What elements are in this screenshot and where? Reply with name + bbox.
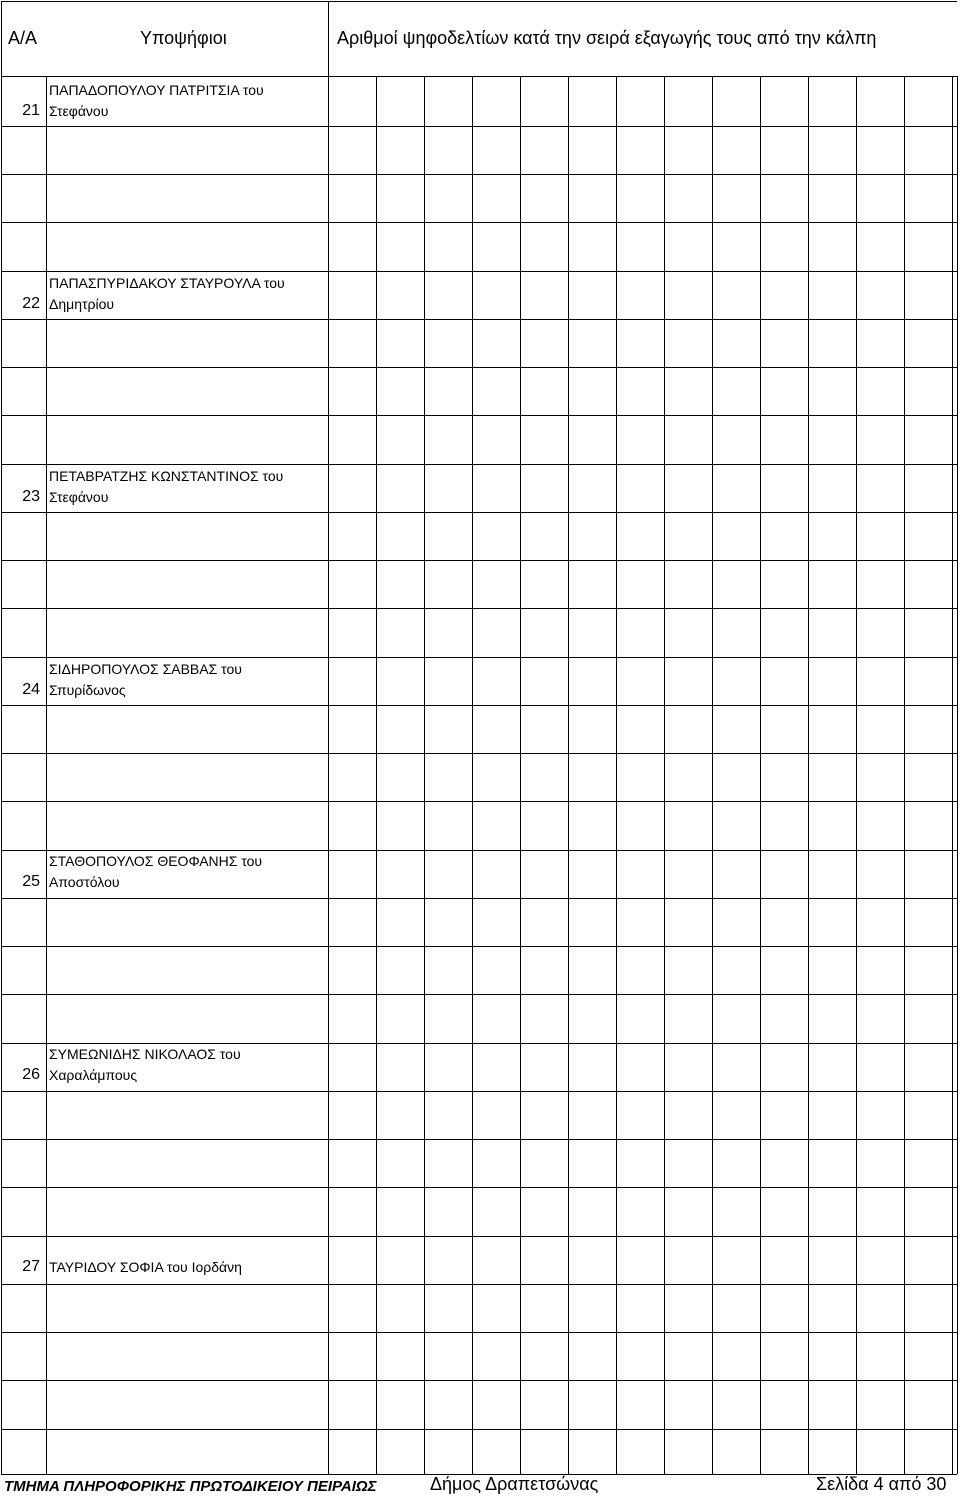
grid-column-line [376, 76, 377, 1474]
grid-column-line [472, 76, 473, 1474]
grid-column-line [957, 76, 958, 1474]
grid-row-line [1, 319, 957, 320]
grid-row-line [1, 801, 957, 802]
grid-column-line [664, 76, 665, 1474]
grid-row-line [1, 1380, 957, 1381]
candidate-name-line2: Αποστόλου [49, 874, 120, 890]
candidate-number: 23 [22, 488, 40, 505]
candidate-number: 26 [22, 1066, 40, 1083]
candidate-name-line1: ΠΕΤΑΒΡΑΤΖΗΣ ΚΩΝΣΤΑΝΤΙΝΟΣ του [49, 468, 284, 484]
candidate-name-line1: ΣΙΔΗΡΟΠΟΥΛΟΣ ΣΑΒΒΑΣ του [49, 661, 242, 677]
candidate-name-line2: Στεφάνου [49, 489, 109, 505]
candidate-name [49, 273, 349, 315]
grid-row-line [1, 222, 957, 223]
grid-row-line [1, 1236, 957, 1237]
candidate-name-line2: Σπυρίδωνος [49, 682, 126, 698]
grid-column-line [424, 76, 425, 1474]
grid-row-line [1, 174, 957, 175]
grid-row-line [1, 512, 957, 513]
candidate-name-line2: Δημητρίου [49, 296, 115, 312]
grid-row-line [1, 1429, 957, 1430]
candidate-name [49, 466, 349, 508]
candidate-name-line1: ΠΑΠΑΔΟΠΟΥΛΟΥ ΠΑΤΡΙΤΣΙΑ του [49, 82, 264, 98]
grid-column-line [1, 1, 2, 1474]
candidate-name [49, 1044, 349, 1086]
grid-column-line [952, 76, 953, 1474]
grid-row-line [1, 753, 957, 754]
grid-row-line [1, 994, 957, 995]
grid-column-line [712, 76, 713, 1474]
grid-row-line [1, 1, 957, 2]
grid-column-line [46, 76, 47, 1474]
candidate-name-line1: ΤΑΥΡΙΔΟΥ ΣΟΦΙΑ του Ιορδάνη [49, 1259, 242, 1275]
grid-row-line [1, 415, 957, 416]
grid-row-line [1, 1284, 957, 1285]
footer-page-number: Σελίδα 4 από 30 [816, 1474, 947, 1494]
grid-row-line [1, 1139, 957, 1140]
grid-row-line [1, 898, 957, 899]
grid-row-line [1, 946, 957, 947]
candidate-number: 22 [22, 295, 40, 312]
grid-row-line [1, 1332, 957, 1333]
grid-row-line [1, 705, 957, 706]
grid-column-line [760, 76, 761, 1474]
header-candidates: Υποψήφιοι [140, 28, 227, 48]
candidate-name-line1: ΠΑΠΑΣΠΥΡΙΔΑΚΟΥ ΣΤΑΥΡΟΥΛΑ του [49, 275, 285, 291]
grid-row-line [1, 76, 957, 77]
grid-row-line [1, 1091, 957, 1092]
grid-column-line [856, 76, 857, 1474]
grid-column-line [520, 76, 521, 1474]
candidate-name [49, 1257, 349, 1278]
candidate-name [49, 851, 349, 893]
candidate-name-line2: Στεφάνου [49, 103, 109, 119]
header-index: Α/Α [8, 28, 38, 48]
candidate-name-line1: ΣΥΜΕΩΝΙΔΗΣ ΝΙΚΟΛΑΟΣ του [49, 1046, 241, 1062]
grid-row-line [1, 657, 957, 658]
grid-row-line [1, 367, 957, 368]
grid-row-line [1, 608, 957, 609]
grid-row-line [1, 1187, 957, 1188]
grid-column-line [328, 1, 329, 1474]
header-ballot-counts: Αριθμοί ψηφοδελτίων κατά την σειρά εξαγωγής τους από την κάλπη [337, 28, 877, 48]
grid-row-line [1, 464, 957, 465]
candidate-number: 24 [22, 681, 40, 698]
grid-column-line [568, 76, 569, 1474]
footer-department: ΤΜΗΜΑ ΠΛΗΡΟΦΟΡΙΚΗΣ ΠΡΩΤΟΔΙΚΕΙΟΥ ΠΕΙΡΑΙΩΣ [4, 1478, 377, 1495]
candidate-name-line1: ΣΤΑΘΟΠΟΥΛΟΣ ΘΕΟΦΑΝΗΣ του [49, 853, 263, 869]
candidate-name [49, 659, 349, 701]
candidate-name [49, 80, 349, 122]
footer-municipality: Δήμος Δραπετσώνας [430, 1474, 599, 1494]
grid-row-line [1, 560, 957, 561]
candidate-number: 21 [22, 102, 40, 119]
grid-column-line [904, 76, 905, 1474]
candidate-name-line2: Χαραλάμπους [49, 1067, 138, 1083]
candidate-number: 27 [22, 1258, 40, 1275]
grid-row-line [1, 126, 957, 127]
grid-column-line [616, 76, 617, 1474]
grid-row-line [1, 271, 957, 272]
grid-column-line [808, 76, 809, 1474]
candidate-number: 25 [22, 873, 40, 890]
